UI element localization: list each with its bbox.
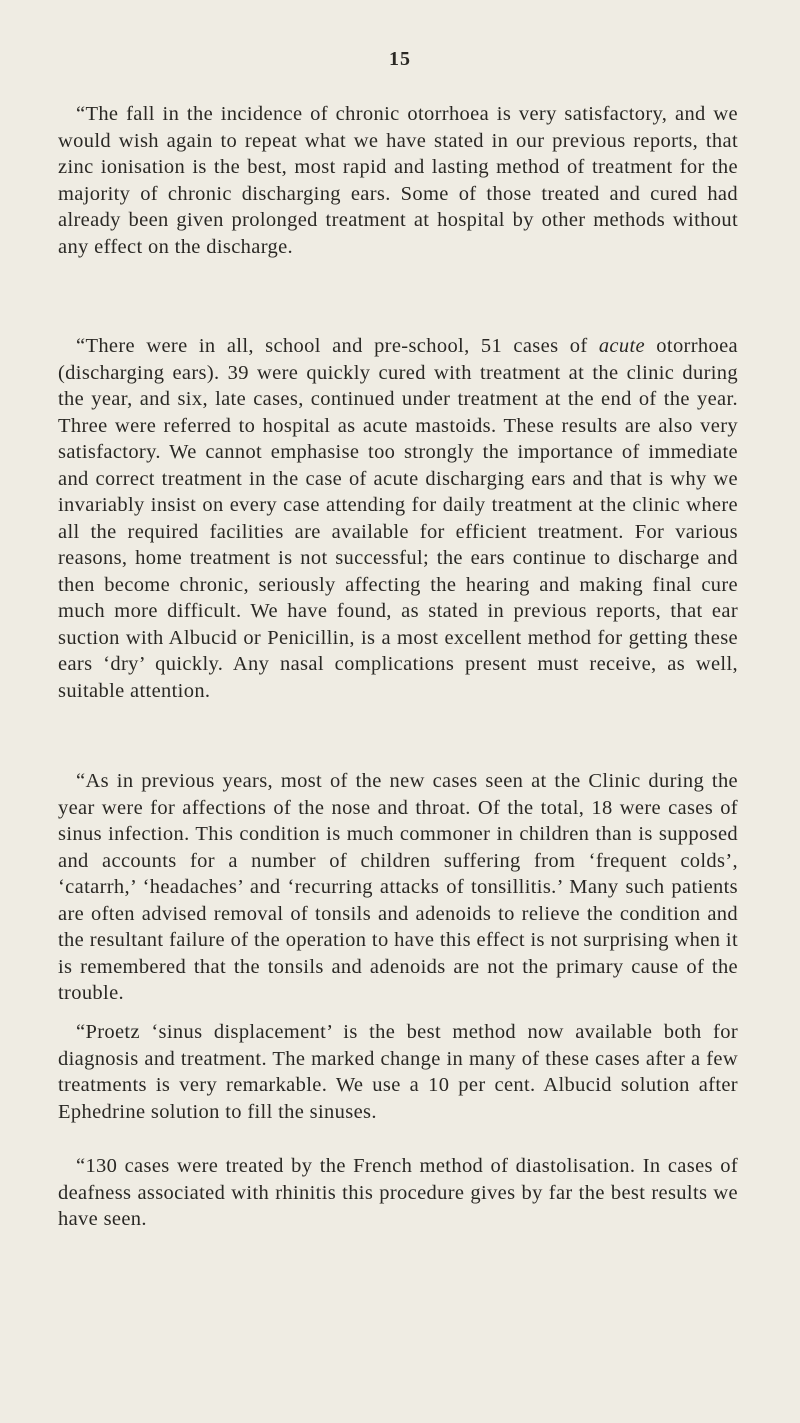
paragraph-proetz-displacement: “Proetz ‘sinus displacement’ is the best method now available both for diagnosis and treatment. The marked change in many of these cases after a few treatments is very remarkable. We use a 10 per cent. Albucid solution after Ephedrine solution to fill the sinuses.: [58, 1021, 738, 1123]
paragraph-acute-otorrhoea-after: otorrhoea (discharging ears). 39 were quickly cured with treatment at the clinic during the year, and six, late cases, continued under treatment at the end of the year. Three were referred to hospital as acute mastoids. These results are also very satisfactory. We cannot emphasise too strongly the importance of immediate and correct treatment in the case of acute discharging ears and that is why we invariably insist on every case attending for daily treatment at the clinic where all the required facilities are available for efficient treatment. For various reasons, home treatment is not successful; the ears continue to discharge and then become chronic, seriously affecting the hearing and making final cure much more difficult. We have found, as stated in previous reports, that ear suction with Albucid or Penicillin, is a most excellent method for getting these ears ‘dry’ quickly. Any nasal complications present must receive, as well, suitable attention.: [58, 335, 738, 702]
page-number: 15: [389, 48, 411, 70]
paragraph-chronic-otorrhoea: “The fall in the incidence of chronic otorrhoea is very satisfactory, and we would wish again to repeat what we have stated in our previous reports, that zinc ionisation is the best, most rapid and lasting method of treatment for the majority of chronic discharging ears. Some of those treated and cured had already been given prolonged treatment at hospital by other methods without any effect on the discharge.: [58, 103, 738, 258]
paragraph-acute-otorrhoea: [58, 333, 738, 704]
paragraph-nose-throat-sinus: “As in previous years, most of the new cases seen at the Clinic during the year were for affections of the nose and throat. Of the total, 18 were cases of sinus infection. This condition is much commoner in children than is supposed and accounts for a number of children suffering from ‘frequent colds’, ‘catarrh,’ ‘headaches’ and ‘recurring attacks of tonsillitis.’ Many such patients are often advised removal of tonsils and adenoids to relieve the condition and the resultant failure of the operation to have this effect is not surprising when it is remembered that the tonsils and adenoids are not the primary cause of the trouble.: [58, 770, 738, 1004]
paragraph-diastolisation: “130 cases were treated by the French method of diastolisation. In cases of deafness associated with rhinitis this procedure gives by far the best results we have seen.: [58, 1155, 738, 1230]
paragraph-acute-otorrhoea-before: “There were in all, school and pre-school, 51 cases of: [76, 335, 599, 357]
paragraph-acute-emphasis: acute: [598, 335, 645, 357]
